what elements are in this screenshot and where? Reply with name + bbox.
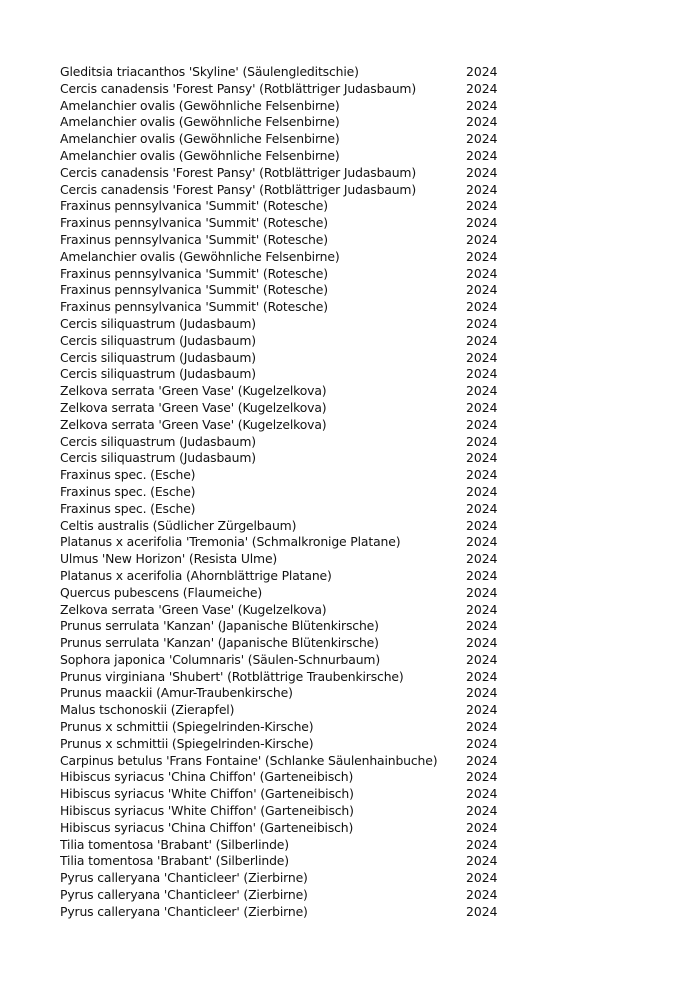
tree-species-cell: Tilia tomentosa 'Brabant' (Silberlinde) (60, 836, 289, 852)
tree-species-cell: Amelanchier ovalis (Gewöhnliche Felsenbirne) (60, 97, 340, 113)
tree-species-cell: Prunus maackii (Amur-Traubenkirsche) (60, 685, 293, 701)
table-row (60, 534, 520, 551)
tree-species-cell: Fraxinus pennsylvanica 'Summit' (Rotesche) (60, 265, 328, 281)
planting-year-cell: 2024 (466, 349, 498, 365)
table-row (60, 417, 520, 434)
tree-species-cell: Gleditsia triacanthos 'Skyline' (Säulengleditschie) (60, 64, 359, 79)
planting-year-cell: 2024 (466, 399, 498, 415)
table-row (60, 299, 520, 316)
tree-species-cell: Zelkova serrata 'Green Vase' (Kugelzelkova) (60, 601, 327, 617)
planting-year-cell: 2024 (466, 299, 498, 315)
planting-year-cell: 2024 (466, 198, 498, 214)
table-row (60, 753, 520, 770)
planting-year-cell: 2024 (466, 601, 498, 617)
planting-year-cell: 2024 (466, 567, 498, 583)
planting-year-cell: 2024 (466, 248, 498, 264)
planting-year-cell: 2024 (466, 735, 498, 751)
table-row (60, 215, 520, 232)
planting-year-cell: 2024 (466, 803, 498, 819)
table-row (60, 64, 520, 81)
planting-year-cell: 2024 (466, 769, 498, 785)
planting-year-cell: 2024 (466, 265, 498, 281)
planting-year-cell: 2024 (466, 332, 498, 348)
table-row (60, 702, 520, 719)
planting-year-cell: 2024 (466, 719, 498, 735)
table-row (60, 635, 520, 652)
planting-year-cell: 2024 (466, 181, 498, 197)
planting-year-cell: 2024 (466, 668, 498, 684)
tree-species-cell: Amelanchier ovalis (Gewöhnliche Felsenbirne) (60, 114, 340, 130)
tree-species-cell: Cercis siliquastrum (Judasbaum) (60, 450, 256, 466)
tree-species-cell: Prunus x schmittii (Spiegelrinden-Kirsche) (60, 719, 314, 735)
tree-species-cell: Zelkova serrata 'Green Vase' (Kugelzelkova) (60, 416, 327, 432)
table-row (60, 434, 520, 451)
planting-year-cell: 2024 (466, 215, 498, 231)
table-row (60, 870, 520, 887)
table-row (60, 81, 520, 98)
tree-species-cell: Quercus pubescens (Flaumeiche) (60, 584, 263, 600)
planting-year-cell: 2024 (466, 836, 498, 852)
table-row (60, 585, 520, 602)
table-row (60, 249, 520, 266)
tree-species-cell: Amelanchier ovalis (Gewöhnliche Felsenbirne) (60, 131, 340, 147)
tree-species-cell: Prunus x schmittii (Spiegelrinden-Kirsche) (60, 735, 314, 751)
planting-year-cell: 2024 (466, 685, 498, 701)
tree-species-cell: Carpinus betulus 'Frans Fontaine' (Schlanke Säulenhainbuche) (60, 752, 438, 768)
planting-year-cell: 2024 (466, 786, 498, 802)
table-row (60, 98, 520, 115)
tree-species-cell: Cercis canadensis 'Forest Pansy' (Rotblättriger Judasbaum) (60, 80, 417, 96)
planting-year-cell: 2024 (466, 500, 498, 516)
planting-year-cell: 2024 (466, 483, 498, 499)
tree-species-cell: Cercis siliquastrum (Judasbaum) (60, 433, 256, 449)
table-row (60, 669, 520, 686)
tree-species-cell: Platanus x acerifolia 'Tremonia' (Schmalkronige Platane) (60, 534, 401, 550)
table-row (60, 551, 520, 568)
planting-year-cell: 2024 (466, 651, 498, 667)
table-row (60, 837, 520, 854)
tree-species-cell: Cercis siliquastrum (Judasbaum) (60, 366, 256, 382)
tree-species-cell: Fraxinus pennsylvanica 'Summit' (Rotesche) (60, 198, 328, 214)
tree-species-cell: Fraxinus pennsylvanica 'Summit' (Rotesche) (60, 231, 328, 247)
table-row (60, 887, 520, 904)
tree-species-cell: Hibiscus syriacus 'China Chiffon' (Garteneibisch) (60, 769, 354, 785)
table-row (60, 736, 520, 753)
planting-year-cell: 2024 (466, 282, 498, 298)
table-row (60, 904, 520, 921)
tree-species-cell: Amelanchier ovalis (Gewöhnliche Felsenbirne) (60, 248, 340, 264)
table-row (60, 266, 520, 283)
table-row (60, 232, 520, 249)
planting-year-cell: 2024 (466, 467, 498, 483)
table-row (60, 803, 520, 820)
table-row (60, 618, 520, 635)
table-row (60, 148, 520, 165)
table-row (60, 501, 520, 518)
tree-species-cell: Pyrus calleryana 'Chanticleer' (Zierbirne) (60, 870, 308, 886)
planting-year-cell: 2024 (466, 635, 498, 651)
planting-year-cell: 2024 (466, 114, 498, 130)
tree-species-cell: Prunus virginiana 'Shubert' (Rotblättrige Traubenkirsche) (60, 668, 404, 684)
planting-year-cell: 2024 (466, 97, 498, 113)
tree-species-cell: Cercis siliquastrum (Judasbaum) (60, 315, 256, 331)
table-row (60, 719, 520, 736)
planting-year-cell: 2024 (466, 164, 498, 180)
table-row (60, 685, 520, 702)
tree-species-cell: Malus tschonoskii (Zierapfel) (60, 702, 235, 718)
tree-species-cell: Fraxinus pennsylvanica 'Summit' (Rotesche) (60, 282, 328, 298)
tree-species-cell: Fraxinus spec. (Esche) (60, 500, 196, 516)
table-row (60, 198, 520, 215)
tree-species-cell: Cercis canadensis 'Forest Pansy' (Rotblättriger Judasbaum) (60, 181, 417, 197)
planting-year-cell: 2024 (466, 887, 498, 903)
table-row (60, 518, 520, 535)
tree-species-cell: Cercis siliquastrum (Judasbaum) (60, 349, 256, 365)
tree-species-cell: Hibiscus syriacus 'White Chiffon' (Garteneibisch) (60, 786, 354, 802)
table-row (60, 769, 520, 786)
planting-year-cell: 2024 (466, 231, 498, 247)
table-row (60, 131, 520, 148)
planting-year-cell: 2024 (466, 517, 498, 533)
planting-year-cell: 2024 (466, 870, 498, 886)
table-row (60, 316, 520, 333)
table-row (60, 602, 520, 619)
table-row (60, 568, 520, 585)
tree-species-cell: Fraxinus spec. (Esche) (60, 467, 196, 483)
table-row (60, 165, 520, 182)
tree-species-cell: Prunus serrulata 'Kanzan' (Japanische Blütenkirsche) (60, 635, 379, 651)
planting-year-cell: 2024 (466, 366, 498, 382)
planting-year-cell: 2024 (466, 534, 498, 550)
table-row (60, 333, 520, 350)
planting-year-cell: 2024 (466, 618, 498, 634)
planting-year-cell: 2024 (466, 64, 498, 79)
table-row (60, 786, 520, 803)
table-row (60, 853, 520, 870)
tree-species-cell: Prunus serrulata 'Kanzan' (Japanische Blütenkirsche) (60, 618, 379, 634)
table-row (60, 400, 520, 417)
table-row (60, 467, 520, 484)
planting-year-cell: 2024 (466, 819, 498, 835)
tree-species-cell: Amelanchier ovalis (Gewöhnliche Felsenbirne) (60, 147, 340, 163)
planting-year-cell: 2024 (466, 315, 498, 331)
tree-species-cell: Cercis canadensis 'Forest Pansy' (Rotblättriger Judasbaum) (60, 164, 417, 180)
planting-year-cell: 2024 (466, 752, 498, 768)
planting-year-cell: 2024 (466, 853, 498, 869)
planting-year-cell: 2024 (466, 702, 498, 718)
tree-species-cell: Tilia tomentosa 'Brabant' (Silberlinde) (60, 853, 289, 869)
planting-year-cell: 2024 (466, 433, 498, 449)
table-row (60, 114, 520, 131)
table-row (60, 366, 520, 383)
tree-list-table (60, 64, 520, 921)
table-row (60, 820, 520, 837)
tree-species-cell: Pyrus calleryana 'Chanticleer' (Zierbirne) (60, 887, 308, 903)
table-row (60, 383, 520, 400)
planting-year-cell: 2024 (466, 450, 498, 466)
tree-species-cell: Hibiscus syriacus 'China Chiffon' (Garteneibisch) (60, 819, 354, 835)
planting-year-cell: 2024 (466, 903, 498, 919)
table-row (60, 182, 520, 199)
planting-year-cell: 2024 (466, 551, 498, 567)
tree-species-cell: Fraxinus spec. (Esche) (60, 483, 196, 499)
table-row (60, 282, 520, 299)
planting-year-cell: 2024 (466, 131, 498, 147)
tree-species-cell: Fraxinus pennsylvanica 'Summit' (Rotesche) (60, 215, 328, 231)
planting-year-cell: 2024 (466, 416, 498, 432)
planting-year-cell: 2024 (466, 80, 498, 96)
tree-species-cell: Cercis siliquastrum (Judasbaum) (60, 332, 256, 348)
planting-year-cell: 2024 (466, 584, 498, 600)
planting-year-cell: 2024 (466, 383, 498, 399)
tree-species-cell: Celtis australis (Südlicher Zürgelbaum) (60, 517, 297, 533)
table-row (60, 350, 520, 367)
tree-species-cell: Pyrus calleryana 'Chanticleer' (Zierbirne) (60, 903, 308, 919)
tree-species-cell: Hibiscus syriacus 'White Chiffon' (Garteneibisch) (60, 803, 354, 819)
table-row (60, 652, 520, 669)
tree-species-cell: Sophora japonica 'Columnaris' (Säulen-Schnurbaum) (60, 651, 381, 667)
tree-species-cell: Zelkova serrata 'Green Vase' (Kugelzelkova) (60, 383, 327, 399)
planting-year-cell: 2024 (466, 147, 498, 163)
tree-species-cell: Ulmus 'New Horizon' (Resista Ulme) (60, 551, 278, 567)
table-row (60, 484, 520, 501)
tree-species-cell: Platanus x acerifolia (Ahornblättrige Platane) (60, 567, 332, 583)
tree-species-cell: Zelkova serrata 'Green Vase' (Kugelzelkova) (60, 399, 327, 415)
tree-species-cell: Fraxinus pennsylvanica 'Summit' (Rotesche) (60, 299, 328, 315)
table-row (60, 450, 520, 467)
